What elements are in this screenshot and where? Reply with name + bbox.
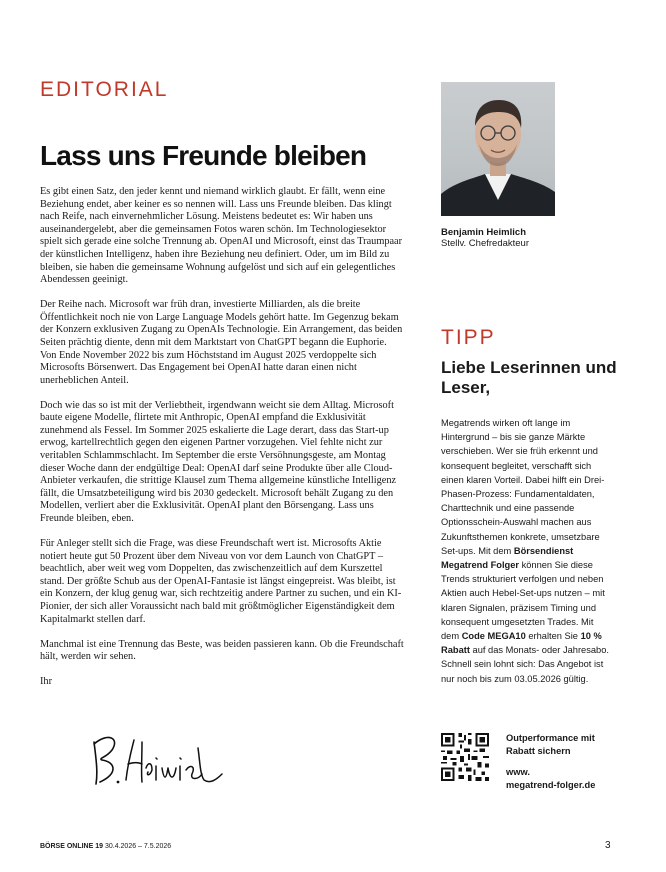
promo-url[interactable]: megatrend-folger.de	[506, 780, 596, 790]
closing-salutation: Ihr	[40, 676, 53, 688]
promo-text	[506, 732, 626, 792]
tip-highlight: Börsendienst Megatrend Folger	[441, 545, 574, 571]
footer	[40, 843, 171, 850]
paragraph-4: Für Anleger stellt sich die Frage, was diese Freundschaft wert ist. Microsofts Aktie notiert heute gut 50 Prozent über dem Niveau von vor dem Launch von ChatGPT – beachtlich, aber weit weg vom Doppelten, das zwischenzeitlich auf dem Kurszettel stand. Der größte Schub aus der OpenAI-Fantasie ist längst eingepreist. Was bleibt, ist ein Konzern, der klug genug war, sich rechtzeitig andere Partner zu suchen, und ein KI-Pionier, der sich aller Voraussicht nach bald mit größtmöglicher Eigenständigkeit dem Kapitalmarkt stellen darf.	[40, 538, 402, 625]
tip-highlight: 10 % Rabatt	[441, 631, 602, 656]
paragraph-1: Es gibt einen Satz, den jeder kennt und niemand wirklich glaubt. Er fällt, wenn eine Beziehung endet, aber keiner es so nennen will. Lass uns Freunde bleiben. Das klingt nach Reife, nach einvernehmlicher Lösung. Meistens bedeutet es: Wir haben uns auseinandergelebt, aber die gemeinsamen Fotos waren schön. Im Technologiesektor spielt sich gerade eine solche Trennung ab. OpenAI und Microsoft, einst das Traumpaar der künstlichen Intelligenz, haben ihre Beziehung neu definiert. Oder, um im Bild zu bleiben, sie haben die gemeinsame Wohnung aufgelöst und sich auf ein gelegentliches Abendessen geeinigt.	[40, 186, 403, 286]
publication-name: BÖRSE ONLINE 19	[40, 843, 104, 850]
paragraph-3: Doch wie das so ist mit der Verliebtheit, irgendwann weicht sie dem Alltag. Microsoft baute eigene Modelle, flirtete mit Anthropic, OpenAI empfand die Exklusivität zunehmend als Fessel. Im Sommer 2025 eskalierte die Lage derart, dass das Start-up erwog, kartellrechtlich gegen den eigenen Partner vorzugehen. Viel fehlte nicht zur veritablen Schlammschlacht. Im September die erste Versöhnungsgeste, am Montag dieser Woche dann der endgültige Deal: OpenAI darf seine Produkte über alle Cloud-Anbieter verkaufen, die strittige Klausel zum Thema allgemeine künstliche Intelligenz fällt, die Umsatzbeteiligung wird bis 2030 gedeckelt. Microsoft behält Zugang zu den Modellen, verliert aber die Exklusivität. OpenAI plant den Börsengang. Lass uns Freunde bleiben, eben.	[40, 399, 397, 525]
editorial-kicker: EDITORIAL	[40, 78, 169, 101]
tip-highlight: Code MEGA10	[461, 631, 526, 642]
tip-text: können Sie diese Trends strukturiert verfolgen und neben Aktien auch Hebel-Set-ups nutzen – mit klaren Signalen, präzisem Timing und konsequent umgesetzten Trades. Mit dem	[441, 560, 605, 642]
page-title: Lass uns Freunde bleiben	[40, 140, 367, 171]
paragraph-2: Der Reihe nach. Microsoft war früh dran, investierte Milliarden, als die breite Öffentlichkeit noch nie von Large Language Models gehört hatte. Im Gegenzug bekam der Konzern exklusiven Zugang zu OpenAIs Technologie. Ein Arrangement, das beiden Seiten prächtig diente, denn mit dem Marktstart von ChatGPT begann die Euphorie. Von Ende November 2022 bis zum Höchststand im August 2025 verdoppelte sich Microsofts Börsenwert. Das Engagement bei OpenAI hatte daran einen nicht unerheblichen Anteil.	[40, 299, 403, 386]
promo-line: Outperformance mit	[506, 733, 595, 743]
tip-text: Megatrends wirken oft lange im Hintergrund – bis sie ganze Märkte verschieben. Wer sie früh erkennt und konsequent begleitet, verschafft sich einen klaren Vorteil. Dabei hilft ein Drei-Phasen-Prozess: Fundamentaldaten, Charttechnik und eine passende Optionsschein-Auswahl machen aus Zukunftsthemen konkrete, umsetzbare Set-ups. Mit dem	[441, 418, 605, 556]
signature-image	[86, 728, 226, 790]
author-name: Benjamin Heimlich	[441, 227, 526, 238]
editorial-body	[40, 186, 404, 701]
tip-kicker: TIPP	[441, 326, 496, 349]
tip-text: auf das Monats- oder Jahresabo. Schnell sein lohnt sich: Das Angebot ist nur noch bis zum 03.05.2026 gültig.	[441, 645, 609, 684]
issue-dates: 30.4.2026 – 7.5.2026	[104, 843, 172, 850]
author-portrait	[441, 82, 555, 216]
page-number: 3	[605, 840, 611, 851]
author-role: Stellv. Chefredakteur	[441, 238, 530, 249]
paragraph-5: Manchmal ist eine Trennung das Beste, was beiden passieren kann. Ob die Freundschaft hält, werden wir sehen.	[40, 638, 404, 663]
tip-text: erhalten Sie	[528, 631, 578, 642]
promo-url[interactable]: www.	[506, 767, 530, 777]
tip-body	[441, 416, 611, 686]
promo-line: Rabatt sichern	[506, 746, 571, 756]
tip-headline: Liebe Leserinnen und Leser,	[441, 358, 617, 397]
qr-code-icon[interactable]	[441, 733, 489, 781]
